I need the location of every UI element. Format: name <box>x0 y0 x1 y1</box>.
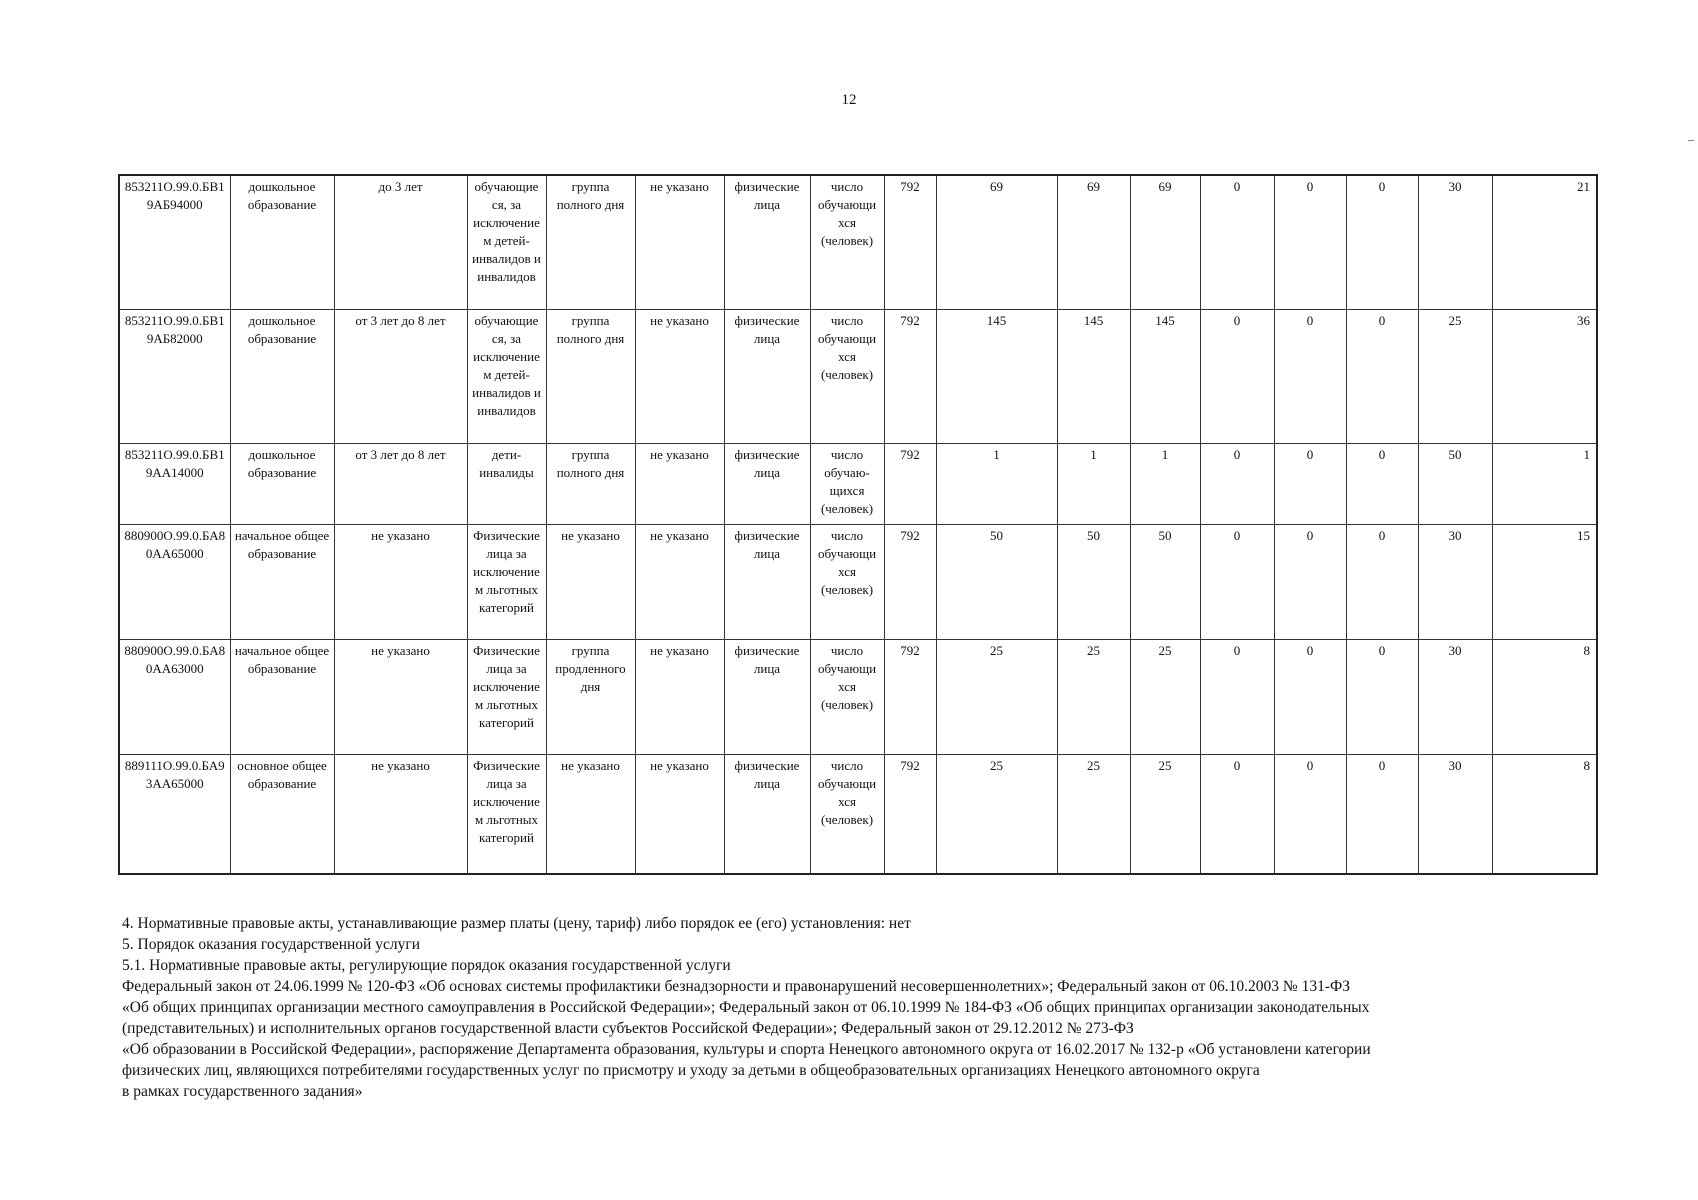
consumer-type: физические лица <box>724 754 810 874</box>
note-line: 5. Порядок оказания государственной услуги <box>122 936 420 953</box>
service-volume-table <box>118 174 1598 875</box>
indicator-name: число обучаю-щихся (человек) <box>810 443 884 524</box>
okei-code: 792 <box>884 175 936 309</box>
value-cell: 21 <box>1492 175 1597 309</box>
education-level: основное общее образование <box>230 754 334 874</box>
recipient-category: Физические лица за исключение м льготных категорий <box>467 754 546 874</box>
value-cell: 1 <box>936 443 1057 524</box>
value-cell: 1 <box>1130 443 1200 524</box>
age-group: от 3 лет до 8 лет <box>334 443 467 524</box>
okei-code: 792 <box>884 443 936 524</box>
recipient-category: обучающие ся, за исключение м детей-инвалидов и инвалидов <box>467 309 546 443</box>
value-cell: 0 <box>1274 175 1346 309</box>
value-cell: 15 <box>1492 524 1597 639</box>
consumer-type: физические лица <box>724 175 810 309</box>
value-cell: 0 <box>1274 754 1346 874</box>
consumer-type: физические лица <box>724 309 810 443</box>
value-cell: 30 <box>1418 639 1492 754</box>
stay-mode: не указано <box>546 524 635 639</box>
value-cell: 36 <box>1492 309 1597 443</box>
service-form: не указано <box>635 754 724 874</box>
value-cell: 30 <box>1418 754 1492 874</box>
value-cell: 0 <box>1274 443 1346 524</box>
indicator-name: число обучающи хся (человек) <box>810 754 884 874</box>
value-cell: 145 <box>936 309 1057 443</box>
page-number: 12 <box>841 92 857 108</box>
indicator-name: число обучающи хся (человек) <box>810 309 884 443</box>
value-cell: 0 <box>1346 524 1418 639</box>
value-cell: 25 <box>1418 309 1492 443</box>
note-line: «Об общих принципах организации местного самоуправления в Российской Федерации»; Федеральный закон от 06.10.1999 № 184-ФЗ «Об общих принципах организации законодательных <box>122 999 1370 1016</box>
service-form: не указано <box>635 443 724 524</box>
value-cell: 0 <box>1200 524 1274 639</box>
education-level: дошкольное образование <box>230 443 334 524</box>
stay-mode: группа полного дня <box>546 443 635 524</box>
regulations-section <box>122 913 1592 1102</box>
okei-code: 792 <box>884 639 936 754</box>
education-level: дошкольное образование <box>230 175 334 309</box>
value-cell: 50 <box>936 524 1057 639</box>
note-line: в рамках государственного задания» <box>122 1083 363 1100</box>
value-cell: 0 <box>1346 309 1418 443</box>
table-row <box>119 754 1597 874</box>
recipient-category: Физические лица за исключение м льготных категорий <box>467 524 546 639</box>
age-group: от 3 лет до 8 лет <box>334 309 467 443</box>
value-cell: 0 <box>1274 309 1346 443</box>
okei-code: 792 <box>884 309 936 443</box>
registry-code: 853211О.99.0.БВ19АБ82000 <box>119 309 230 443</box>
registry-code: 853211О.99.0.БВ19АБ94000 <box>119 175 230 309</box>
age-group: не указано <box>334 639 467 754</box>
age-group: не указано <box>334 754 467 874</box>
note-line: 5.1. Нормативные правовые акты, регулирующие порядок оказания государственной услуги <box>122 957 731 974</box>
table-row <box>119 524 1597 639</box>
value-cell: 0 <box>1200 754 1274 874</box>
value-cell: 50 <box>1130 524 1200 639</box>
education-level: начальное общее образование <box>230 524 334 639</box>
indicator-name: число обучающи хся (человек) <box>810 524 884 639</box>
value-cell: 0 <box>1200 443 1274 524</box>
service-form: не указано <box>635 639 724 754</box>
recipient-category: Физические лица за исключение м льготных категорий <box>467 639 546 754</box>
recipient-category: дети-инвалиды <box>467 443 546 524</box>
value-cell: 50 <box>1418 443 1492 524</box>
value-cell: 145 <box>1057 309 1130 443</box>
value-cell: 0 <box>1346 639 1418 754</box>
value-cell: 0 <box>1200 309 1274 443</box>
value-cell: 30 <box>1418 524 1492 639</box>
education-level: дошкольное образование <box>230 309 334 443</box>
value-cell: 25 <box>1130 639 1200 754</box>
note-line: 4. Нормативные правовые акты, устанавливающие размер платы (цену, тариф) либо порядок ее (его) установления: нет <box>122 915 911 932</box>
value-cell: 69 <box>1057 175 1130 309</box>
okei-code: 792 <box>884 524 936 639</box>
value-cell: 25 <box>936 754 1057 874</box>
consumer-type: физические лица <box>724 443 810 524</box>
age-group: до 3 лет <box>334 175 467 309</box>
education-level: начальное общее образование <box>230 639 334 754</box>
value-cell: 0 <box>1274 639 1346 754</box>
value-cell: 69 <box>936 175 1057 309</box>
table-row <box>119 443 1597 524</box>
value-cell: 1 <box>1057 443 1130 524</box>
value-cell: 25 <box>1057 639 1130 754</box>
registry-code: 889111О.99.0.БА93АА65000 <box>119 754 230 874</box>
value-cell: 8 <box>1492 754 1597 874</box>
note-line: физических лиц, являющихся потребителями государственных услуг по присмотру и уходу за детьми в общеобразовательных организациях Ненецкого автономного округа <box>122 1062 1260 1079</box>
value-cell: 69 <box>1130 175 1200 309</box>
value-cell: 25 <box>1057 754 1130 874</box>
value-cell: 145 <box>1130 309 1200 443</box>
indicator-name: число обучающи хся (человек) <box>810 175 884 309</box>
note-line: Федеральный закон от 24.06.1999 № 120-ФЗ «Об основах системы профилактики безнадзорности и правонарушений несовершеннолетних»; Федеральный закон от 06.10.2003 № 131-ФЗ <box>122 978 1350 995</box>
indicator-name: число обучающи хся (человек) <box>810 639 884 754</box>
note-line: «Об образовании в Российской Федерации», распоряжение Департамента образования, культуры и спорта Ненецкого автономного округа от 16.02.2017 № 132-р «Об установлени категории <box>122 1041 1371 1058</box>
note-line: (представительных) и исполнительных органов государственной власти субъектов Российской Федерации»; Федеральный закон от 29.12.2012 № 273-ФЗ <box>122 1020 1134 1037</box>
value-cell: 0 <box>1346 443 1418 524</box>
registry-code: 853211О.99.0.БВ19АА14000 <box>119 443 230 524</box>
service-form: не указано <box>635 524 724 639</box>
value-cell: 0 <box>1274 524 1346 639</box>
consumer-type: физические лица <box>724 524 810 639</box>
scan-edge-mark <box>1688 140 1694 141</box>
table-row <box>119 175 1597 309</box>
stay-mode: не указано <box>546 754 635 874</box>
value-cell: 0 <box>1200 175 1274 309</box>
stay-mode: группа продленного дня <box>546 639 635 754</box>
value-cell: 8 <box>1492 639 1597 754</box>
consumer-type: физические лица <box>724 639 810 754</box>
stay-mode: группа полного дня <box>546 309 635 443</box>
table-row <box>119 309 1597 443</box>
value-cell: 25 <box>1130 754 1200 874</box>
registry-code: 880900О.99.0.БА80АА65000 <box>119 524 230 639</box>
stay-mode: группа полного дня <box>546 175 635 309</box>
value-cell: 1 <box>1492 443 1597 524</box>
value-cell: 25 <box>936 639 1057 754</box>
value-cell: 30 <box>1418 175 1492 309</box>
service-form: не указано <box>635 175 724 309</box>
service-form: не указано <box>635 309 724 443</box>
age-group: не указано <box>334 524 467 639</box>
value-cell: 0 <box>1200 639 1274 754</box>
okei-code: 792 <box>884 754 936 874</box>
value-cell: 50 <box>1057 524 1130 639</box>
value-cell: 0 <box>1346 754 1418 874</box>
recipient-category: обучающие ся, за исключение м детей-инвалидов и инвалидов <box>467 175 546 309</box>
value-cell: 0 <box>1346 175 1418 309</box>
table-row <box>119 639 1597 754</box>
registry-code: 880900О.99.0.БА80АА63000 <box>119 639 230 754</box>
